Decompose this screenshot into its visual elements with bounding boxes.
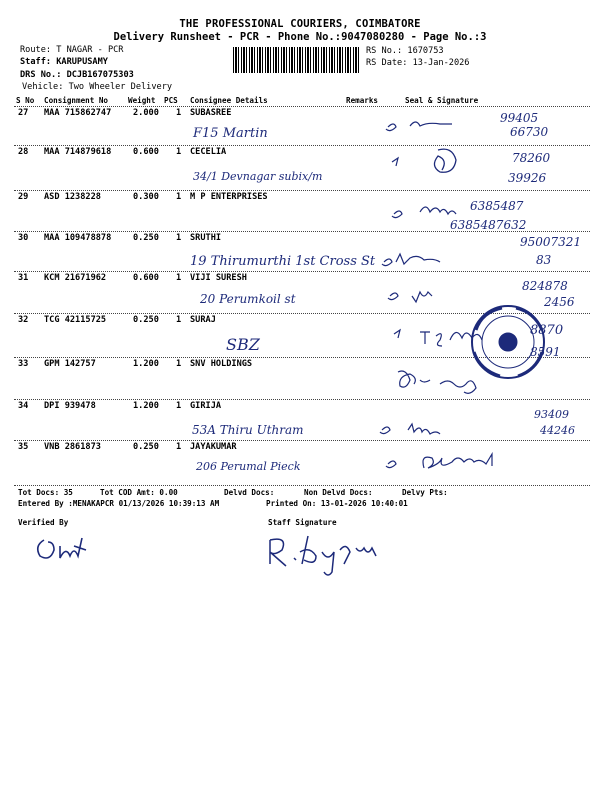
drs-number: DRS No.: DCJB167075303 <box>20 70 134 80</box>
col-consignee: Consignee Details <box>190 96 268 105</box>
hw-address-30: 19 Thirumurthi 1st Cross St <box>190 254 376 269</box>
cell-consignee: SUBASREE <box>190 108 232 118</box>
row-divider <box>14 313 590 314</box>
cell-pcs: 1 <box>176 359 182 369</box>
hw-phone-28a: 78260 <box>512 151 551 165</box>
rs-number: RS No.: 1670753 <box>366 46 444 56</box>
hw-address-34: 53A Thiru Uthram <box>192 423 304 437</box>
cell-consignment: MAA 714879618 <box>44 147 112 157</box>
cell-pcs: 1 <box>176 273 182 283</box>
cell-weight: 0.250 <box>133 315 159 325</box>
hw-address-28: 34/1 Devnagar subix/m <box>193 170 323 183</box>
hw-phone-31b: 2456 <box>544 295 575 309</box>
col-consignment: Consignment No <box>44 96 109 105</box>
cell-pcs: 1 <box>176 442 182 452</box>
cell-consignee: JAYAKUMAR <box>190 442 237 452</box>
delvd-docs: Delvd Docs: <box>224 488 275 497</box>
cell-sno: 35 <box>18 442 29 452</box>
cell-sno: 32 <box>18 315 29 325</box>
hw-phone-31a: 824878 <box>522 279 568 293</box>
hw-phone-30b: 83 <box>536 253 552 267</box>
entered-by: Entered By :MENAKAPCR 01/13/2026 10:39:13 AM <box>18 499 220 508</box>
cell-sno: 31 <box>18 273 29 283</box>
cell-weight: 0.250 <box>133 233 159 243</box>
cell-consignee: SURAJ <box>190 315 216 325</box>
cell-weight: 0.600 <box>133 273 159 283</box>
non-delvd-docs: Non Delvd Docs: <box>304 488 373 497</box>
hw-phone-29b: 6385487632 <box>450 218 527 232</box>
cell-weight: 0.300 <box>133 192 159 202</box>
staff-signature-label: Staff Signature <box>268 518 337 527</box>
hw-phone-29a: 6385487 <box>470 199 524 213</box>
cell-weight: 0.600 <box>133 147 159 157</box>
cell-pcs: 1 <box>176 147 182 157</box>
tot-cod: Tot COD Amt: 0.00 <box>100 488 178 497</box>
cell-consignment: KCM 21671962 <box>44 273 107 283</box>
cell-sno: 33 <box>18 359 29 369</box>
barcode <box>233 47 361 73</box>
vehicle-label: Vehicle: Two Wheeler Delivery <box>22 82 173 92</box>
col-seal: Seal & Signature <box>405 96 479 105</box>
cell-sno: 28 <box>18 147 29 157</box>
verified-by-label: Verified By <box>18 518 69 527</box>
hw-phone-27b: 66730 <box>510 125 549 139</box>
hw-address-31: 20 Perumkoil st <box>200 292 296 306</box>
cell-pcs: 1 <box>176 315 182 325</box>
cell-pcs: 1 <box>176 233 182 243</box>
cell-consignment: TCG 42115725 <box>44 315 107 325</box>
company-title: THE PROFESSIONAL COURIERS, COIMBATORE <box>179 18 421 30</box>
runsheet-subtitle: Delivery Runsheet - PCR - Phone No.:9047080280 - Page No.:3 <box>113 31 487 43</box>
cell-consignee: SNV HOLDINGS <box>190 359 253 369</box>
cell-pcs: 1 <box>176 108 182 118</box>
hw-phone-34a: 93409 <box>534 408 569 421</box>
row-divider <box>14 231 590 232</box>
row-divider <box>14 440 590 441</box>
cell-pcs: 1 <box>176 192 182 202</box>
cell-sno: 30 <box>18 233 29 243</box>
col-remarks: Remarks <box>346 96 379 105</box>
rs-date: RS Date: 13-Jan-2026 <box>366 58 470 68</box>
cell-consignee: SRUTHI <box>190 233 222 243</box>
cell-consignment: ASD 1238228 <box>44 192 101 202</box>
footer-divider <box>14 485 590 486</box>
hw-phone-32b: 8591 <box>530 345 561 359</box>
cell-weight: 2.000 <box>133 108 159 118</box>
cell-weight: 0.250 <box>133 442 159 452</box>
printed-on: Printed On: 13-01-2026 10:40:01 <box>266 499 408 508</box>
row-divider <box>14 399 590 400</box>
cell-pcs: 1 <box>176 401 182 411</box>
tot-docs: Tot Docs: 35 <box>18 488 73 497</box>
courier-stamp <box>468 302 548 382</box>
cell-consignee: CECELIA <box>190 147 227 157</box>
cell-consignee: M P ENTERPRISES <box>190 192 268 202</box>
hw-phone-32a: 8870 <box>530 323 564 338</box>
route-label: Route: T NAGAR - PCR <box>20 45 124 55</box>
cell-sno: 27 <box>18 108 29 118</box>
cell-consignee: VIJI SURESH <box>190 273 247 283</box>
hw-address-32: SBZ <box>226 335 260 354</box>
col-pcs: PCS <box>164 96 178 105</box>
row-divider <box>14 145 590 146</box>
hw-address-27: F15 Martin <box>193 126 268 141</box>
header-divider <box>14 106 590 107</box>
cell-sno: 29 <box>18 192 29 202</box>
row-divider <box>14 357 590 358</box>
hw-phone-27a: 99405 <box>500 111 539 125</box>
cell-weight: 1.200 <box>133 359 159 369</box>
col-sno: S No <box>16 96 35 105</box>
cell-sno: 34 <box>18 401 29 411</box>
cell-consignment: DPI 939478 <box>44 401 96 411</box>
cell-consignment: GPM 142757 <box>44 359 96 369</box>
cell-consignment: VNB 2861873 <box>44 442 101 452</box>
hw-address-35: 206 Perumal Pieck <box>196 460 301 473</box>
delvy-pts: Delvy Pts: <box>402 488 448 497</box>
cell-consignment: MAA 715862747 <box>44 108 112 118</box>
row-divider <box>14 190 590 191</box>
hw-phone-30a: 95007321 <box>520 235 582 249</box>
hw-phone-34b: 44246 <box>540 424 575 437</box>
cell-consignment: MAA 109478878 <box>44 233 112 243</box>
cell-consignee: GIRIJA <box>190 401 222 411</box>
staff-label: Staff: KARUPUSAMY <box>20 57 108 67</box>
row-divider <box>14 271 590 272</box>
cell-weight: 1.200 <box>133 401 159 411</box>
col-weight: Weight <box>128 96 156 105</box>
hw-phone-28b: 39926 <box>508 171 547 185</box>
